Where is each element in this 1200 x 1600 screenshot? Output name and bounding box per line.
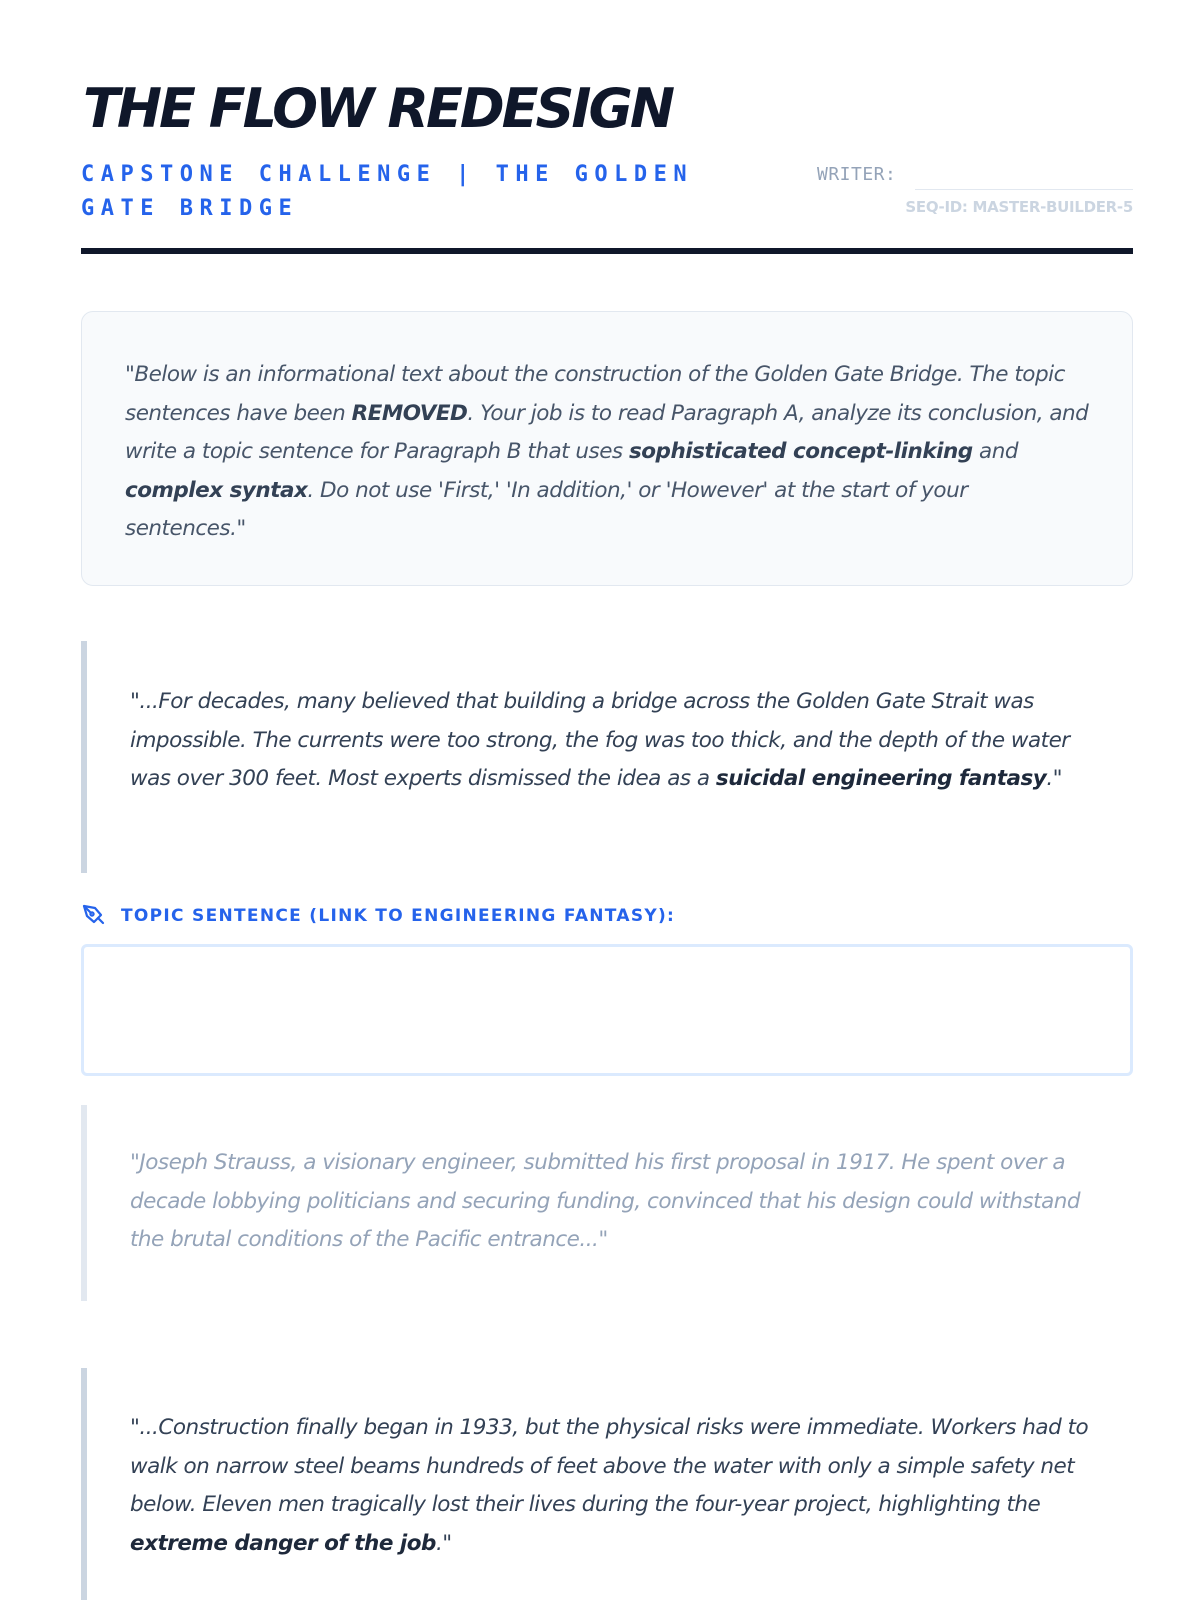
paragraph-a-end: ." xyxy=(1046,766,1063,791)
header-divider xyxy=(81,248,1133,254)
worksheet-page xyxy=(81,0,1133,1600)
page-subtitle: CAPSTONE CHALLENGE | THE GOLDEN GATE BRIDGE xyxy=(81,162,694,221)
topic-sentence-input[interactable] xyxy=(81,944,1133,1076)
writer-label: WRITER: xyxy=(817,164,897,185)
paragraph-b xyxy=(81,1105,1133,1301)
paragraph-c-text: "...Construction finally began in 1933, but the physical risks were immediate. Workers had to walk on narrow steel beams hundreds of feet above the water with only a simple safety net below. Eleven men tragically lost their lives during the four-year project, highlighting the xyxy=(130,1415,1089,1517)
page-title: THE FLOW REDESIGN xyxy=(83,77,673,140)
paragraph-a xyxy=(81,641,1133,873)
paragraph-c-end: ." xyxy=(435,1530,452,1556)
pen-icon xyxy=(81,902,107,928)
paragraph-c-emphasis: extreme danger of the job xyxy=(130,1530,436,1556)
topic-sentence-label-text: TOPIC SENTENCE (LINK TO ENGINEERING FANTASY): xyxy=(121,906,676,926)
paragraph-a-text: "...For decades, many believed that building a bridge across the Golden Gate Strait was impossible. The currents were too strong, the fog was too thick, and the depth of the water was over 300 feet. Most experts dismissed the idea as a xyxy=(130,689,1070,791)
instructions-text: . Your job is to read Paragraph A, analyze its conclusion, and write a topic sentence for Paragraph B that uses xyxy=(125,400,1089,464)
writer-field[interactable] xyxy=(817,162,1133,192)
instructions-text: . Do not use 'First,' 'In addition,' or 'However' at the start of your sentences." xyxy=(125,477,968,541)
instructions-box xyxy=(81,311,1133,586)
instructions-emphasis-removed: REMOVED xyxy=(351,400,468,426)
paragraph-c xyxy=(81,1368,1133,1600)
instructions-text: and xyxy=(972,439,1018,464)
instructions-emphasis-concept-linking: sophisticated concept-linking xyxy=(628,439,973,464)
paragraph-a-emphasis: suicidal engineering fantasy xyxy=(715,766,1047,791)
topic-sentence-label xyxy=(81,902,781,928)
instructions-emphasis-complex-syntax: complex syntax xyxy=(125,477,308,503)
writer-underline[interactable] xyxy=(915,189,1133,190)
instructions-text: "Below is an informational text about the construction of the Golden Gate Bridge. The topic sentences have been xyxy=(125,362,1065,426)
paragraph-b-text: "Joseph Strauss, a visionary engineer, submitted his first proposal in 1917. He spent over a decade lobbying politicians and securing funding, convinced that his design could withstand the brutal conditions of the Pacific entrance..." xyxy=(130,1150,1081,1252)
sequence-id: SEQ-ID: MASTER-BUILDER-5 xyxy=(905,198,1133,216)
